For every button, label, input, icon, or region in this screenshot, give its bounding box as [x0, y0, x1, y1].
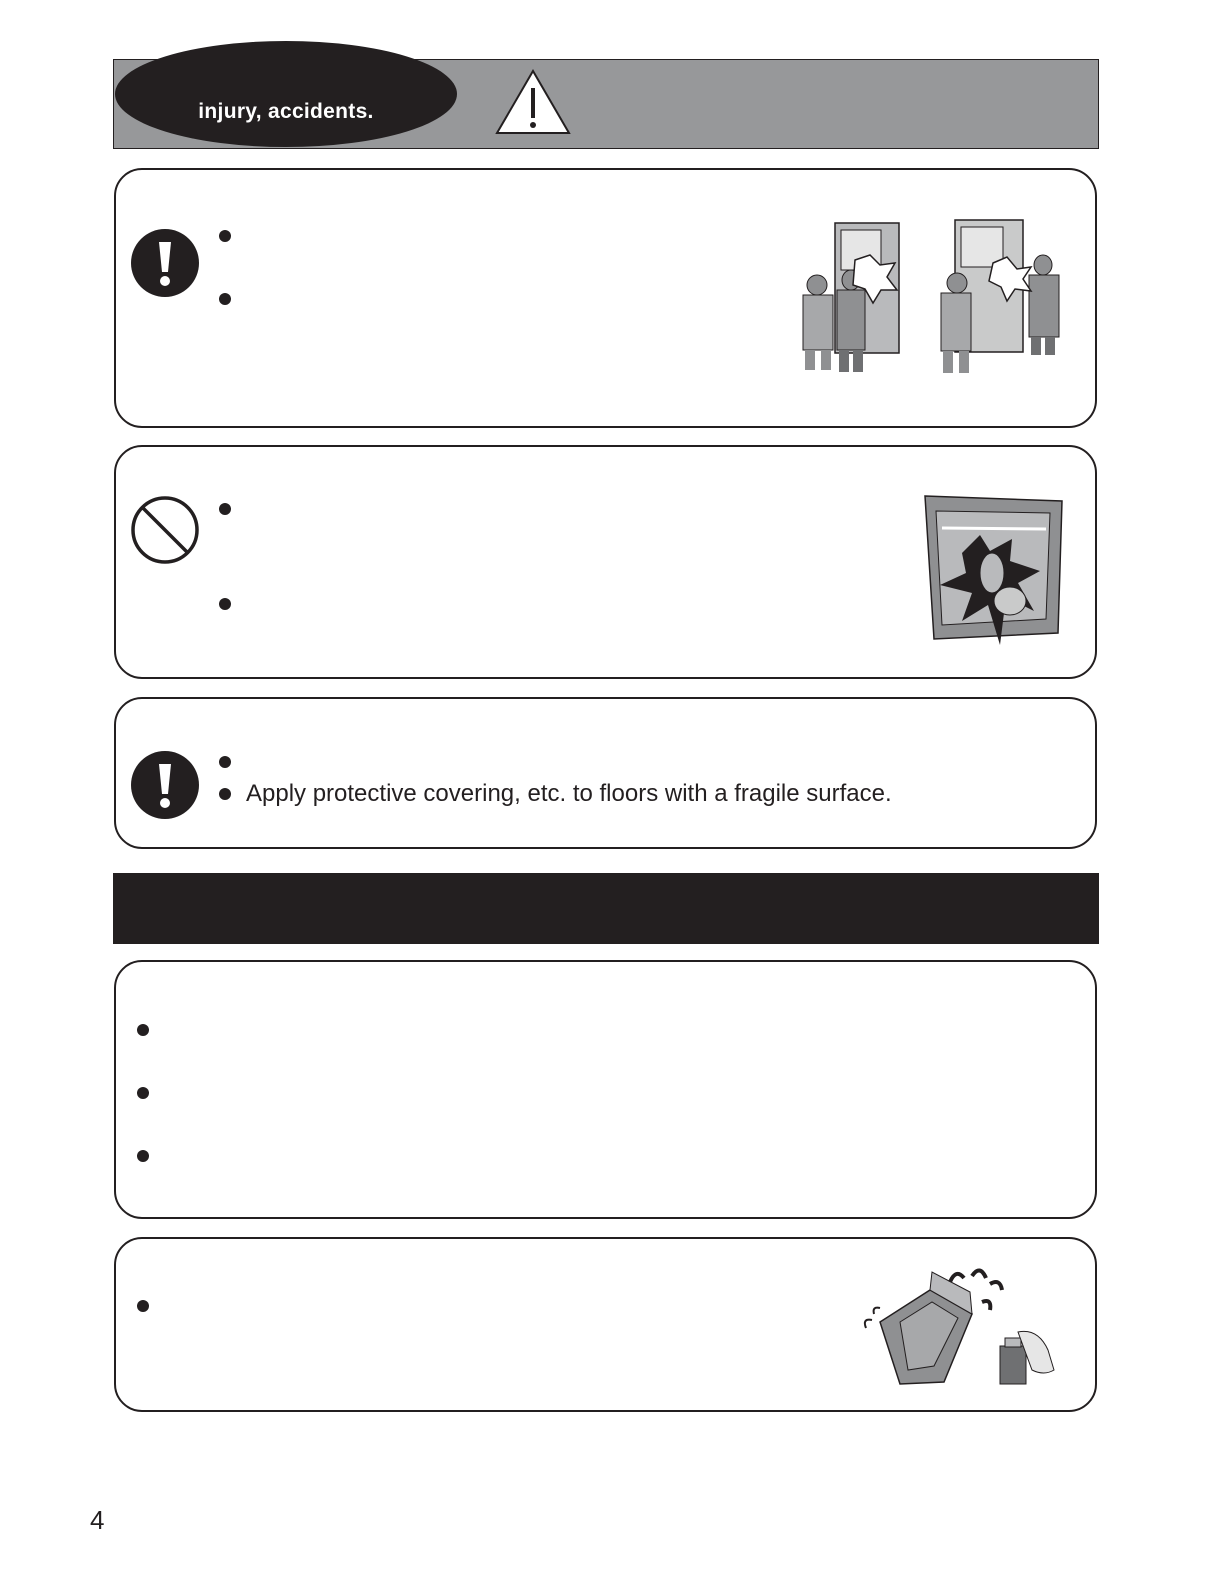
caution-box-3 [114, 697, 1097, 849]
mandatory-exclamation-icon [130, 750, 200, 820]
bullet-dot [137, 1300, 149, 1312]
caution-box-4 [114, 960, 1097, 1219]
bullet-dot [137, 1024, 149, 1036]
section-header-bar [113, 873, 1099, 944]
caution-oval-text: injury, accidents. [198, 100, 374, 123]
bullet-dot [219, 756, 231, 768]
caution-box-3-item-2: Apply protective covering, etc. to floors with a fragile surface. [246, 780, 892, 807]
bullet-dot [219, 230, 231, 242]
page-number: 4 [90, 1505, 105, 1535]
bullet-dot [219, 788, 231, 800]
bullet-dot [137, 1087, 149, 1099]
two-people-carrying-cabinet-illustration [795, 215, 1085, 390]
bullet-dot [137, 1150, 149, 1162]
spray-can-on-cabinet-illustration [860, 1262, 1060, 1388]
bullet-dot [219, 293, 231, 305]
bullet-dot [219, 503, 231, 515]
caution-oval-label [115, 41, 457, 147]
warning-triangle-icon [494, 68, 572, 136]
mandatory-exclamation-icon [130, 228, 200, 298]
prohibition-icon [130, 495, 200, 565]
breaking-glass-door-illustration [922, 493, 1067, 651]
bullet-dot [219, 598, 231, 610]
